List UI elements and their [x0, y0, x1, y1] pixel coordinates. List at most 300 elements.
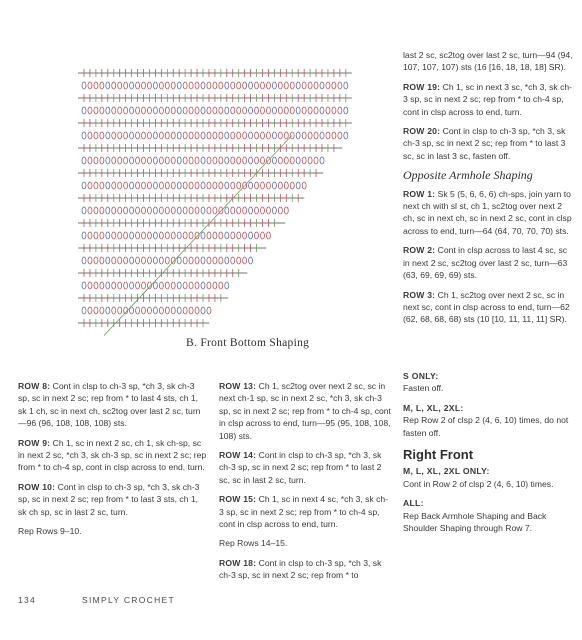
- size-instruction: Rep Back Armhole Shaping and Back Shoulder Shaping through Row 7.: [403, 510, 547, 534]
- chain-stitch-symbol: [124, 82, 128, 89]
- chain-stitch-symbol: [261, 207, 265, 214]
- chain-stitch-symbol: [82, 82, 86, 89]
- size-heading: M, L, XL, 2XL ONLY:: [403, 466, 490, 477]
- chain-stitch-symbol: [278, 132, 282, 139]
- chain-stitch-symbol: [261, 132, 265, 139]
- chain-stitch-symbol: [165, 107, 169, 114]
- chain-stitch-symbol: [201, 282, 205, 289]
- chain-stitch-symbol: [171, 132, 175, 139]
- chain-stitch-symbol: [201, 182, 205, 189]
- chain-stitch-symbol: [249, 107, 253, 114]
- size-heading: M, L, XL, 2XL:: [403, 402, 464, 413]
- chain-stitch-symbol: [320, 82, 324, 89]
- chain-stitch-symbol: [171, 107, 175, 114]
- chain-stitch-symbol: [231, 82, 235, 89]
- chain-stitch-symbol: [100, 107, 104, 114]
- chain-stitch-symbol: [183, 82, 187, 89]
- chain-stitch-symbol: [171, 207, 175, 214]
- chain-stitch-symbol: [94, 157, 98, 164]
- chain-stitch-symbol: [165, 307, 169, 314]
- chain-stitch-symbol: [243, 257, 247, 264]
- chain-stitch-symbol: [213, 157, 217, 164]
- row-text: Sk 5 (5, 6, 6, 6) ch-sps, join yarn to next ch with sl st, ch 1, sc2tog over next 2 ch, sc in next ch, sc in next 2 sc, cont in clsp across to end, turn—64 (64, 70, 70, 70) sts.: [403, 188, 572, 236]
- chain-stitch-symbol: [266, 107, 270, 114]
- chain-stitch-symbol: [112, 232, 116, 239]
- chain-stitch-symbol: [106, 307, 110, 314]
- chain-stitch-symbol: [261, 82, 265, 89]
- chain-stitch-symbol: [338, 82, 342, 89]
- chain-stitch-symbol: [118, 207, 122, 214]
- chain-stitch-symbol: [100, 207, 104, 214]
- chain-stitch-symbol: [118, 182, 122, 189]
- chain-stitch-symbol: [112, 207, 116, 214]
- text-column-middle: [219, 380, 391, 589]
- chain-stitch-symbol: [177, 257, 181, 264]
- book-title: SIMPLY CROCHET: [82, 595, 175, 605]
- chain-stitch-symbol: [189, 107, 193, 114]
- chain-stitch-symbol: [88, 232, 92, 239]
- chain-stitch-symbol: [213, 182, 217, 189]
- chain-stitch-symbol: [266, 232, 270, 239]
- chain-stitch-symbol: [261, 107, 265, 114]
- chain-stitch-symbol: [213, 132, 217, 139]
- chain-stitch-symbol: [118, 132, 122, 139]
- chain-stitch-symbol: [207, 282, 211, 289]
- chain-stitch-symbol: [94, 82, 98, 89]
- row-8-instruction: [18, 380, 208, 430]
- chain-stitch-symbol: [136, 232, 140, 239]
- chain-stitch-symbol: [308, 157, 312, 164]
- chain-stitch-symbol: [118, 232, 122, 239]
- row-3-instruction: [403, 289, 573, 326]
- chain-stitch-symbol: [147, 207, 151, 214]
- chain-stitch-symbol: [207, 182, 211, 189]
- chain-stitch-symbol: [136, 157, 140, 164]
- chain-stitch-symbol: [255, 207, 259, 214]
- chain-stitch-symbol: [249, 82, 253, 89]
- chain-stitch-symbol: [147, 107, 151, 114]
- chain-stitch-symbol: [88, 107, 92, 114]
- chain-stitch-symbol: [201, 132, 205, 139]
- chain-stitch-symbol: [296, 107, 300, 114]
- chain-stitch-symbol: [231, 157, 235, 164]
- chain-stitch-symbol: [118, 157, 122, 164]
- row-label: ROW 2:: [403, 245, 436, 256]
- chain-stitch-symbol: [272, 207, 276, 214]
- chain-stitch-symbol: [243, 132, 247, 139]
- chain-stitch-symbol: [183, 307, 187, 314]
- chain-stitch-symbol: [338, 107, 342, 114]
- chain-stitch-symbol: [183, 232, 187, 239]
- chain-stitch-symbol: [165, 207, 169, 214]
- chain-stitch-symbol: [94, 107, 98, 114]
- chain-stitch-symbol: [177, 307, 181, 314]
- chain-stitch-symbol: [136, 307, 140, 314]
- chain-stitch-symbol: [88, 132, 92, 139]
- chain-stitch-symbol: [201, 257, 205, 264]
- row-text: Cont in clsp to ch-3 sp, *ch 3, sk ch-3 sp, sc in next 2 sc; rep from * to last 2 sc, sc in last 2 sc, turn.: [219, 450, 382, 485]
- chain-stitch-symbol: [225, 257, 229, 264]
- chain-stitch-symbol: [213, 82, 217, 89]
- chain-stitch-symbol: [314, 82, 318, 89]
- chain-stitch-symbol: [153, 107, 157, 114]
- chain-stitch-symbol: [272, 157, 276, 164]
- chain-stitch-symbol: [195, 82, 199, 89]
- chain-stitch-symbol: [290, 182, 294, 189]
- chain-stitch-symbol: [296, 157, 300, 164]
- chain-stitch-symbol: [159, 107, 163, 114]
- chain-stitch-symbol: [219, 157, 223, 164]
- chain-stitch-symbol: [326, 132, 330, 139]
- subheading: Opposite Armhole Shaping: [403, 168, 533, 183]
- chain-stitch-symbol: [177, 182, 181, 189]
- chain-stitch-symbol: [147, 182, 151, 189]
- chain-stitch-symbol: [326, 82, 330, 89]
- chain-stitch-symbol: [124, 107, 128, 114]
- chain-stitch-symbol: [308, 82, 312, 89]
- chain-stitch-symbol: [88, 82, 92, 89]
- chain-stitch-symbol: [237, 182, 241, 189]
- chain-stitch-symbol: [219, 282, 223, 289]
- row-14-instruction: [219, 449, 391, 486]
- chain-stitch-symbol: [136, 132, 140, 139]
- row-18-continued: last 2 sc, sc2tog over last 2 sc, turn—94 (94, 107, 107, 107) sts (16 [16, 18, 18, 18] SR).: [403, 50, 573, 73]
- chain-stitch-symbol: [278, 182, 282, 189]
- chain-stitch-symbol: [249, 257, 253, 264]
- chain-stitch-symbol: [261, 157, 265, 164]
- chain-stitch-symbol: [142, 132, 146, 139]
- chain-stitch-symbol: [207, 207, 211, 214]
- chart-caption: B. Front Bottom Shaping: [186, 337, 310, 349]
- chain-stitch-symbol: [142, 232, 146, 239]
- chain-stitch-symbol: [255, 182, 259, 189]
- chain-stitch-symbol: [201, 232, 205, 239]
- chain-stitch-symbol: [231, 232, 235, 239]
- chain-stitch-symbol: [130, 182, 134, 189]
- chain-stitch-symbol: [82, 232, 86, 239]
- chain-stitch-symbol: [237, 207, 241, 214]
- chain-stitch-symbol: [130, 232, 134, 239]
- chain-stitch-symbol: [207, 132, 211, 139]
- chain-stitch-symbol: [153, 257, 157, 264]
- chain-stitch-symbol: [195, 132, 199, 139]
- chain-stitch-symbol: [272, 82, 276, 89]
- row-1-instruction: [403, 188, 573, 238]
- chain-stitch-symbol: [94, 132, 98, 139]
- chain-stitch-symbol: [219, 257, 223, 264]
- chain-stitch-symbol: [219, 132, 223, 139]
- chain-stitch-symbol: [112, 182, 116, 189]
- chain-stitch-symbol: [177, 232, 181, 239]
- chain-stitch-symbol: [183, 132, 187, 139]
- chain-stitch-symbol: [153, 132, 157, 139]
- chain-stitch-symbol: [320, 132, 324, 139]
- chain-stitch-symbol: [142, 107, 146, 114]
- chain-stitch-symbol: [308, 132, 312, 139]
- chain-stitch-symbol: [171, 82, 175, 89]
- chain-stitch-symbol: [189, 232, 193, 239]
- chain-stitch-symbol: [302, 107, 306, 114]
- chain-stitch-symbol: [278, 107, 282, 114]
- chain-stitch-symbol: [112, 307, 116, 314]
- chain-stitch-symbol: [82, 107, 86, 114]
- chain-stitch-symbol: [219, 232, 223, 239]
- chain-stitch-symbol: [94, 182, 98, 189]
- chain-stitch-symbol: [284, 182, 288, 189]
- chain-stitch-symbol: [112, 82, 116, 89]
- row-label: ROW 19:: [403, 81, 441, 92]
- row-text: Cont in clsp to ch-3 sp, *ch 3, sk ch-3 sp, sc in next 2 sc; rep from * to: [219, 557, 382, 581]
- chain-stitch-symbol: [118, 107, 122, 114]
- chain-stitch-symbol: [207, 107, 211, 114]
- chain-stitch-symbol: [130, 257, 134, 264]
- chain-stitch-symbol: [94, 307, 98, 314]
- row-label: ROW 9:: [18, 437, 51, 448]
- chain-stitch-symbol: [94, 232, 98, 239]
- chain-stitch-symbol: [201, 307, 205, 314]
- chain-stitch-symbol: [308, 107, 312, 114]
- chain-stitch-symbol: [261, 182, 265, 189]
- chain-stitch-symbol: [159, 232, 163, 239]
- chain-stitch-symbol: [112, 132, 116, 139]
- row-label: ROW 3:: [403, 289, 436, 300]
- chain-stitch-symbol: [296, 182, 300, 189]
- chain-stitch-symbol: [278, 207, 282, 214]
- chain-stitch-symbol: [243, 157, 247, 164]
- chain-stitch-symbol: [147, 157, 151, 164]
- chain-stitch-symbol: [82, 157, 86, 164]
- chain-stitch-symbol: [207, 157, 211, 164]
- chain-stitch-symbol: [344, 107, 348, 114]
- chain-stitch-symbol: [171, 282, 175, 289]
- chain-stitch-symbol: [237, 82, 241, 89]
- chain-stitch-symbol: [147, 132, 151, 139]
- chain-stitch-symbol: [290, 132, 294, 139]
- chain-stitch-symbol: [189, 207, 193, 214]
- size-heading: ALL:: [403, 498, 424, 509]
- chain-stitch-symbol: [177, 82, 181, 89]
- chain-stitch-symbol: [189, 82, 193, 89]
- chain-stitch-symbol: [130, 132, 134, 139]
- chain-stitch-symbol: [153, 232, 157, 239]
- chain-stitch-symbol: [159, 132, 163, 139]
- size-instruction: Fasten off.: [403, 383, 444, 394]
- chain-stitch-symbol: [201, 157, 205, 164]
- chain-stitch-symbol: [159, 207, 163, 214]
- chain-stitch-symbol: [136, 182, 140, 189]
- chain-stitch-symbol: [136, 257, 140, 264]
- chain-stitch-symbol: [189, 282, 193, 289]
- chain-stitch-symbol: [255, 232, 259, 239]
- chain-stitch-symbol: [82, 307, 86, 314]
- row-18-instruction: [219, 557, 391, 582]
- chain-stitch-symbol: [106, 82, 110, 89]
- chain-stitch-symbol: [189, 257, 193, 264]
- row-9-instruction: [18, 437, 208, 474]
- chain-stitch-symbol: [284, 82, 288, 89]
- chain-stitch-symbol: [165, 182, 169, 189]
- chain-stitch-symbol: [124, 207, 128, 214]
- chain-stitch-symbol: [165, 257, 169, 264]
- chain-stitch-symbol: [82, 257, 86, 264]
- chain-stitch-symbol: [171, 307, 175, 314]
- chain-stitch-symbol: [106, 132, 110, 139]
- chain-stitch-symbol: [147, 232, 151, 239]
- chain-stitch-symbol: [159, 182, 163, 189]
- chain-stitch-symbol: [225, 107, 229, 114]
- chain-stitch-symbol: [130, 282, 134, 289]
- chain-stitch-symbol: [82, 132, 86, 139]
- chain-stitch-symbol: [171, 232, 175, 239]
- chain-stitch-symbol: [106, 182, 110, 189]
- chain-stitch-symbol: [207, 257, 211, 264]
- chain-stitch-symbol: [130, 207, 134, 214]
- row-label: ROW 18:: [219, 557, 257, 568]
- text-column-left: [18, 380, 208, 544]
- chain-stitch-symbol: [118, 82, 122, 89]
- chain-stitch-symbol: [231, 107, 235, 114]
- chain-stitch-symbol: [142, 282, 146, 289]
- chain-stitch-symbol: [142, 307, 146, 314]
- chain-stitch-symbol: [290, 82, 294, 89]
- chain-stitch-symbol: [225, 82, 229, 89]
- text-column-right-bottom: [403, 370, 573, 541]
- row-text: Cont in clsp to ch-3 sp, *ch 3, sk ch-3 sp, sc in next 2 sc; rep from * to last 4 sts, ch 1, sk 1 ch, sc in next ch, sc2tog over last 2 sc, turn—96 (96, 108, 108, 108) sts.: [18, 381, 201, 429]
- chain-stitch-symbol: [82, 207, 86, 214]
- chain-stitch-symbol: [159, 307, 163, 314]
- chain-stitch-symbol: [314, 107, 318, 114]
- row-15-instruction: [219, 493, 391, 530]
- chain-stitch-symbol: [272, 107, 276, 114]
- chain-stitch-symbol: [177, 132, 181, 139]
- chain-stitch-symbol: [243, 207, 247, 214]
- chain-stitch-symbol: [314, 132, 318, 139]
- chain-stitch-symbol: [177, 207, 181, 214]
- chain-stitch-symbol: [106, 282, 110, 289]
- text-column-right-top: [403, 49, 573, 333]
- chain-stitch-symbol: [177, 107, 181, 114]
- chain-stitch-symbol: [237, 157, 241, 164]
- chain-stitch-symbol: [82, 282, 86, 289]
- chain-stitch-symbol: [165, 132, 169, 139]
- chain-stitch-symbol: [165, 157, 169, 164]
- size-instruction: Rep Row 2 of clsp 2 (4, 6, 10) times, do not fasten off.: [403, 415, 569, 438]
- chain-stitch-symbol: [177, 282, 181, 289]
- chain-stitch-symbol: [183, 257, 187, 264]
- chain-stitch-symbol: [142, 257, 146, 264]
- chain-stitch-symbol: [314, 157, 318, 164]
- row-text: Ch 1, sc in next 3 sc, *ch 3, sk ch-3 sp, sc in next 2 sc; rep from * to ch-4 sp, cont in clsp across to end, turn.: [403, 81, 573, 117]
- chain-stitch-symbol: [219, 182, 223, 189]
- row-text: Cont in clsp across to last 4 sc, sc in next 2 sc, sc2tog over last 2 sc, turn—63 (63, 69, 69, 69) sts.: [403, 245, 568, 281]
- row-13-instruction: [219, 380, 391, 442]
- chain-stitch-symbol: [124, 182, 128, 189]
- chain-stitch-symbol: [136, 282, 140, 289]
- row-text: Ch 1, sc in next 2 sc, ch 1, sk ch-sp, sc in next 2 sc, *ch 3, sk ch-3 sp, sc in next 2 sc; rep from * to ch-4 sp, cont in clsp across to end, turn.: [18, 437, 207, 473]
- chain-stitch-symbol: [302, 132, 306, 139]
- chain-stitch-symbol: [225, 182, 229, 189]
- chain-stitch-symbol: [290, 107, 294, 114]
- row-label: ROW 1:: [403, 188, 436, 199]
- repeat-note: Rep Rows 9–10.: [18, 526, 82, 537]
- chain-stitch-symbol: [147, 257, 151, 264]
- chain-stitch-symbol: [112, 107, 116, 114]
- chain-stitch-symbol: [118, 307, 122, 314]
- chain-stitch-symbol: [189, 182, 193, 189]
- chain-stitch-symbol: [213, 107, 217, 114]
- chain-stitch-symbol: [231, 132, 235, 139]
- chain-stitch-symbol: [249, 232, 253, 239]
- chain-stitch-symbol: [237, 132, 241, 139]
- chain-stitch-symbol: [153, 82, 157, 89]
- chain-stitch-symbol: [189, 132, 193, 139]
- chain-stitch-symbol: [136, 207, 140, 214]
- chain-stitch-symbol: [344, 82, 348, 89]
- chain-stitch-symbol: [231, 207, 235, 214]
- chain-stitch-symbol: [130, 82, 134, 89]
- chain-stitch-symbol: [195, 157, 199, 164]
- chain-stitch-symbol: [272, 132, 276, 139]
- chain-stitch-symbol: [106, 232, 110, 239]
- chain-stitch-symbol: [195, 182, 199, 189]
- chain-stitch-symbol: [88, 157, 92, 164]
- chain-stitch-symbol: [94, 207, 98, 214]
- chain-stitch-symbol: [165, 282, 169, 289]
- chain-stitch-symbol: [225, 207, 229, 214]
- chain-stitch-symbol: [231, 257, 235, 264]
- shaping-edge: [104, 136, 292, 336]
- chain-stitch-symbol: [207, 82, 211, 89]
- chain-stitch-symbol: [302, 182, 306, 189]
- size-instruction: Cont in Row 2 of clsp 2 (4, 6, 10) times.: [403, 478, 554, 489]
- row-10-instruction: [18, 481, 208, 518]
- chain-stitch-symbol: [183, 207, 187, 214]
- chain-stitch-symbol: [136, 82, 140, 89]
- chain-stitch-symbol: [266, 207, 270, 214]
- chain-stitch-symbol: [142, 182, 146, 189]
- chain-stitch-symbol: [88, 307, 92, 314]
- row-label: ROW 8:: [18, 381, 51, 391]
- chain-stitch-symbol: [302, 157, 306, 164]
- size-heading: S ONLY:: [403, 371, 439, 381]
- chain-stitch-symbol: [94, 282, 98, 289]
- chain-stitch-symbol: [207, 232, 211, 239]
- chain-stitch-symbol: [219, 82, 223, 89]
- row-2-instruction: [403, 244, 573, 281]
- chain-stitch-symbol: [195, 207, 199, 214]
- chain-stitch-symbol: [195, 107, 199, 114]
- chain-stitch-symbol: [284, 157, 288, 164]
- chain-stitch-symbol: [225, 157, 229, 164]
- chain-stitch-symbol: [272, 182, 276, 189]
- chain-stitch-symbol: [159, 257, 163, 264]
- chain-stitch-symbol: [88, 182, 92, 189]
- chain-stitch-symbol: [213, 257, 217, 264]
- chain-stitch-symbol: [201, 207, 205, 214]
- chain-stitch-symbol: [338, 132, 342, 139]
- row-19-instruction: [403, 81, 573, 118]
- row-label: ROW 10:: [18, 481, 56, 492]
- chain-stitch-symbol: [201, 82, 205, 89]
- chain-stitch-symbol: [153, 307, 157, 314]
- chain-stitch-symbol: [195, 307, 199, 314]
- chain-stitch-symbol: [326, 107, 330, 114]
- chain-stitch-symbol: [219, 107, 223, 114]
- chain-stitch-symbol: [249, 182, 253, 189]
- chain-stitch-symbol: [255, 107, 259, 114]
- chain-stitch-symbol: [124, 282, 128, 289]
- chain-stitch-symbol: [124, 257, 128, 264]
